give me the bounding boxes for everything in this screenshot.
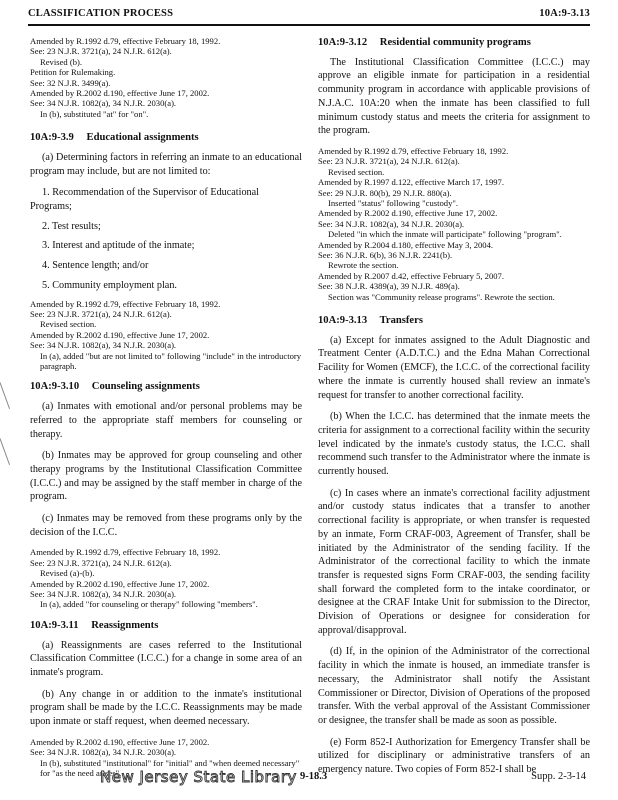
history-notes <box>30 299 302 372</box>
history-note: Amended by R.1997 d.122, effective March 17, 1997. <box>318 177 504 188</box>
section-number: 10A:9-3.13 <box>318 315 368 327</box>
history-note: See: 34 N.J.R. 1082(a), 34 N.J.R. 2030(a). <box>30 98 177 109</box>
history-note: Inserted "status" following "custody". <box>328 197 459 208</box>
supplement-date: Supp. 2-3-14 <box>531 771 586 782</box>
history-note: Amended by R.2002 d.190, effective June 17, 2002. <box>30 736 210 747</box>
history-note: Amended by R.2002 d.190, effective June 17, 2002. <box>30 329 210 340</box>
section-paragraph: (a) Except for inmates assigned to the Adult Diagnostic and Treatment Center (A.D.T.C.) and the Edna Mahan Correctional Facility for Women (EMCF), the I.C.C. of the correctional facility where the inmate is currently housed shall review an inmate's request for transfer to another correctional facility. <box>318 334 590 401</box>
history-note: See: 23 N.J.R. 3721(a), 24 N.J.R. 612(a). <box>30 308 172 319</box>
section-paragraph: (e) Form 852-I Authorization for Emergency Transfer shall be utilized for disciplinary or administrative transfers of an emergency nature. Two copies of Form 852-I shall be <box>318 736 590 776</box>
section-paragraph: (d) If, in the opinion of the Administrator of the correctional facility in which the inmate is housed, an immediate transfer is necessary, the Administrator shall notify the Assistant Commissioner or Director, Division of Operations of the proposed transfer. With the verbal approval of the Assistant Commissioner or designee, the transfer shall be made as soon as possible. <box>318 646 590 726</box>
history-note: Amended by R.1992 d.79, effective February 18, 1992. <box>30 298 221 309</box>
header-title: CLASSIFICATION PROCESS <box>28 8 174 19</box>
section-title: Transfers <box>379 315 423 327</box>
section-paragraph: The Institutional Classification Committee (I.C.C.) may approve an eligible inmate for participation in a residential community program in accordance with applicable provisions of N.J.A.C. 10A:20 when the inmate has been classified to full minimum custody status and meets the criteria for assignment to the program. <box>318 56 590 137</box>
section-paragraph: (a) Inmates with emotional and/or personal problems may be referred to the appropriate staff members for counseling or therapy. <box>30 401 302 440</box>
numbered-list <box>30 186 302 292</box>
history-note: Amended by R.2004 d.180, effective May 3, 2004. <box>318 239 494 250</box>
list-item: 1. Recommendation of the Supervisor of Educational Programs; <box>30 187 259 213</box>
history-note: Revised section. <box>40 319 97 330</box>
section-heading <box>318 314 590 328</box>
history-note: Amended by R.2002 d.190, effective June 17, 2002. <box>318 208 498 219</box>
section-paragraph: (c) Inmates may be removed from these programs only by the decision of the I.C.C. <box>30 513 302 538</box>
history-note: Revised section. <box>328 166 385 177</box>
list-item: 3. Interest and aptitude of the inmate; <box>42 240 195 252</box>
left-column <box>30 36 302 778</box>
page-number: 9-18.3 <box>300 771 328 782</box>
library-watermark: New Jersey State Library <box>100 768 297 786</box>
section-paragraph: (b) When the I.C.C. has determined that the inmate meets the criteria for assignment to a correctional facility within the security level indicated by the inmate's custody status, the I.C.C. shall recommend such transfer to the Administrator where the inmate is currently housed. <box>318 411 590 478</box>
history-note: In (a), added "for counseling or therapy" following "members". <box>40 599 258 610</box>
history-note: Petition for Rulemaking. <box>30 67 116 78</box>
history-notes <box>30 547 302 609</box>
history-note: See: 34 N.J.R. 1082(a), 34 N.J.R. 2030(a). <box>318 218 465 229</box>
section-heading <box>30 619 302 633</box>
history-note: See: 23 N.J.R. 3721(a), 24 N.J.R. 612(a). <box>30 46 172 57</box>
history-note: See: 34 N.J.R. 1082(a), 34 N.J.R. 2030(a). <box>30 340 177 351</box>
section-paragraph: (a) Reassignments are cases referred to the Institutional Classification Committee (I.C.C.) for a change in some area of an inmate's program. <box>30 639 302 678</box>
section-title: Counseling assignments <box>91 381 200 393</box>
history-note: Amended by R.1992 d.79, effective February 18, 1992. <box>318 145 509 156</box>
section-heading <box>30 131 302 145</box>
section-number: 10A:9-3.12 <box>318 37 368 48</box>
list-item: 5. Community employment plan. <box>42 279 177 291</box>
history-note: Amended by R.1992 d.79, effective February 18, 1992. <box>30 36 221 46</box>
history-note: Amended by R.2002 d.190, effective June 17, 2002. <box>30 578 210 589</box>
history-notes <box>30 36 302 119</box>
right-column <box>318 36 590 785</box>
history-note: See: 38 N.J.R. 4389(a), 39 N.J.R. 489(a). <box>318 281 460 292</box>
section-paragraph: (c) In cases where an inmate's correctional facility adjustment and/or custody status indicates that a transfer to another correctional facility is appropriate, or when transfer is requested by an inmate, Form CRAF-003, Agreement of Transfer, shall be initiated by the Administrator of the sending facility. If the Administrator of the correctional facility to which the inmate transfer is requested signs Form CRAF-003, the sending facility shall forward the completed form to the intake coordinator, or designee at the CRAF Intake Unit for submission to the Director, Division of Operations or designee for consideration for approval/disapproval. <box>318 487 590 636</box>
history-note: Section was "Community release programs". Rewrote the section. <box>328 291 555 302</box>
page-footer <box>0 768 618 788</box>
section-paragraph: (b) Any change in or addition to the inmate's institutional program shall be made by the I.C.C. Reassignments may be made upon inmate or staff request, when deemed necessary. <box>30 688 302 728</box>
history-note: Deleted "in which the inmate will participate" following "program". <box>328 229 562 240</box>
history-note: See: 32 N.J.R. 3499(a). <box>30 77 111 88</box>
history-note: Amended by R.2002 d.190, effective June 17, 2002. <box>30 88 210 99</box>
history-note: Amended by R.1992 d.79, effective February 18, 1992. <box>30 547 221 558</box>
section-paragraph: (b) Inmates may be approved for group counseling and other therapy programs by the Institutional Classification Committee (I.C.C.) and may be assigned by the staff member in charge of the program. <box>30 450 302 503</box>
section-title: Residential community programs <box>379 37 531 48</box>
history-note: See: 34 N.J.R. 1082(a), 34 N.J.R. 2030(a). <box>30 747 177 758</box>
history-note: See: 36 N.J.R. 6(b), 36 N.J.R. 2241(b). <box>318 249 453 260</box>
history-note: In (b), substituted "at" for "on". <box>40 108 149 119</box>
section-heading <box>318 36 590 50</box>
header-rule <box>28 24 590 26</box>
section-number: 10A:9-3.11 <box>30 619 79 631</box>
section-title: Reassignments <box>91 619 159 631</box>
margin-pencil-mark <box>0 435 19 465</box>
history-note: In (a), added "but are not limited to" following "include" in the introductory paragraph. <box>40 350 302 372</box>
history-note: See: 29 N.J.R. 80(b), 29 N.J.R. 880(a). <box>318 187 452 198</box>
list-item: 2. Test results; <box>42 220 101 232</box>
history-note: Rewrote the section. <box>328 260 399 271</box>
history-notes <box>318 146 590 302</box>
history-note: Revised (a)-(b). <box>40 568 95 579</box>
margin-pencil-mark <box>0 379 19 409</box>
section-number: 10A:9-3.9 <box>30 132 74 144</box>
header-section: 10A:9-3.13 <box>539 8 590 19</box>
history-note: Revised (b). <box>40 56 83 67</box>
running-header <box>28 8 590 24</box>
list-item: 4. Sentence length; and/or <box>42 260 149 272</box>
section-heading <box>30 380 302 394</box>
history-note: See: 23 N.J.R. 3721(a), 24 N.J.R. 612(a). <box>318 156 460 167</box>
section-number: 10A:9-3.10 <box>30 381 80 393</box>
history-note: In (b), substituted "institutional" for "initial" and "when deemed necessary" for "as the need arises". <box>40 757 300 779</box>
history-note: See: 34 N.J.R. 1082(a), 34 N.J.R. 2030(a). <box>30 589 177 600</box>
section-title: Educational assignments <box>86 132 199 144</box>
history-note: Amended by R.2007 d.42, effective February 5, 2007. <box>318 270 504 281</box>
section-paragraph: (a) Determining factors in referring an inmate to an educational program may include, but are not limited to: <box>30 151 302 177</box>
history-note: See: 23 N.J.R. 3721(a), 24 N.J.R. 612(a). <box>30 557 172 568</box>
